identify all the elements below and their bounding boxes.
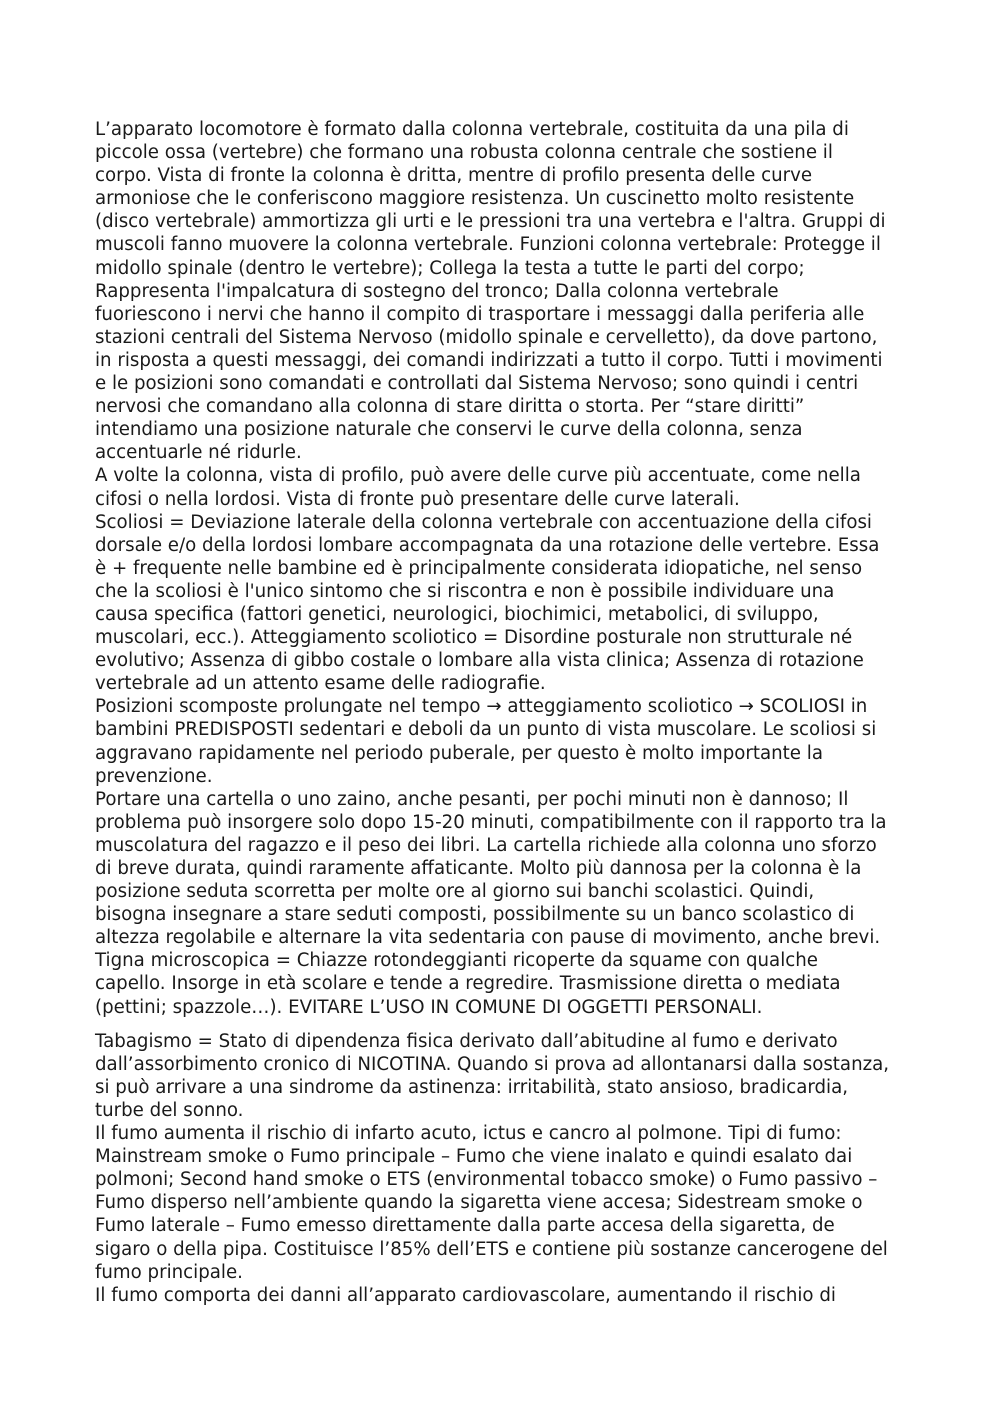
text-line: muscolatura del ragazzo e il peso dei libri. La cartella richiede alla colonna uno sforzo bbox=[95, 834, 877, 856]
text-line: midollo spinale (dentro le vertebre); Collega la testa a tutte le parti del corpo; bbox=[95, 257, 805, 279]
text-line: e le posizioni sono comandati e controllati dal Sistema Nervoso; sono quindi i centri bbox=[95, 373, 859, 395]
text-line: Mainstream smoke o Fumo principale – Fumo che viene inalato e quindi esalato dai bbox=[95, 1146, 853, 1168]
text-line: Fumo laterale – Fumo emesso direttamente dalla parte accesa della sigaretta, de bbox=[95, 1215, 835, 1237]
text-line: Tigna microscopica = Chiazze rotondeggianti ricoperte da squame con qualche bbox=[95, 950, 818, 972]
text-line: Tabagismo = Stato di dipendenza fisica derivato dall’abitudine al fumo e derivato bbox=[95, 1030, 838, 1052]
text-line: fumo principale. bbox=[95, 1261, 243, 1283]
text-line: Posizioni scomposte prolungate nel tempo → atteggiamento scoliotico → SCOLIOSI in bbox=[95, 696, 868, 718]
text-line: accentuarle né ridurle. bbox=[95, 442, 302, 464]
text-line: A volte la colonna, vista di profilo, può avere delle curve più accentuate, come nella bbox=[95, 465, 861, 487]
text-line: Fumo disperso nell’ambiente quando la sigaretta viene accesa; Sidestream smoke o bbox=[95, 1192, 863, 1214]
text-line: cifosi o nella lordosi. Vista di fronte può presentare delle curve laterali. bbox=[95, 488, 740, 510]
text-line: armoniose che le conferiscono maggiore resistenza. Un cuscinetto molto resistente bbox=[95, 188, 855, 210]
text-line: stazioni centrali del Sistema Nervoso (midollo spinale e cervelletto), da dove partono, bbox=[95, 326, 878, 348]
text-line: posizione seduta scorretta per molte ore al giorno sui banchi scolastici. Quindi, bbox=[95, 881, 815, 903]
text-line: L’apparato locomotore è formato dalla colonna vertebrale, costituita da una pila di bbox=[95, 119, 849, 140]
text-line: causa specifica (fattori genetici, neurologici, biochimici, metabolici, di sviluppo, bbox=[95, 603, 819, 625]
text-line: aggravano rapidamente nel periodo puberale, per questo è molto importante la bbox=[95, 742, 823, 764]
text-line: si può arrivare a una sindrome da astinenza: irritabilità, stato ansioso, bradicardia, bbox=[95, 1076, 849, 1098]
text-line: turbe del sonno. bbox=[95, 1099, 244, 1121]
text-line: muscolari, ecc.). Atteggiamento scoliotico = Disordine posturale non strutturale né bbox=[95, 627, 853, 649]
text-line: (pettini; spazzole…). EVITARE L’USO IN COMUNE DI OGGETTI PERSONALI. bbox=[95, 996, 763, 1018]
text-line: altezza regolabile e alternare la vita sedentaria con pause di movimento, anche brevi. bbox=[95, 927, 881, 949]
text-line: Scoliosi = Deviazione laterale della colonna vertebrale con accentuazione della cifosi bbox=[95, 511, 872, 533]
text-line: prevenzione. bbox=[95, 765, 213, 787]
text-line: fuoriescono i nervi che hanno il compito di trasportare i messaggi dalla periferia alle bbox=[95, 303, 865, 325]
text-line: vertebrale ad un attento esame delle radiografie. bbox=[95, 673, 546, 695]
text-line: Il fumo aumenta il rischio di infarto acuto, ictus e cancro al polmone. Tipi di fumo: bbox=[95, 1123, 842, 1145]
paragraph-gap bbox=[95, 1019, 915, 1030]
text-line: Rappresenta l'impalcatura di sostegno del tronco; Dalla colonna vertebrale bbox=[95, 280, 779, 302]
text-line: capello. Insorge in età scolare e tende a regredire. Trasmissione diretta o mediata bbox=[95, 973, 841, 995]
text-line: bambini PREDISPOSTI sedentari e deboli da un punto di vista muscolare. Le scoliosi si bbox=[95, 719, 877, 741]
text-line: Il fumo comporta dei danni all’apparato cardiovascolare, aumentando il rischio di bbox=[95, 1284, 836, 1306]
text-line: che la scoliosi è l'unico sintomo che si riscontra e non è possibile individuare una bbox=[95, 580, 835, 602]
text-line: in risposta a questi messaggi, dei comandi indirizzati a tutto il corpo. Tutti i movimenti bbox=[95, 349, 883, 371]
text-line: polmoni; Second hand smoke o ETS (environmental tobacco smoke) o Fumo passivo – bbox=[95, 1169, 878, 1191]
text-line: corpo. Vista di fronte la colonna è dritta, mentre di profilo presenta delle curve bbox=[95, 165, 813, 187]
text-line: (disco vertebrale) ammortizza gli urti e le pressioni tra una vertebra e l'altra. Gruppi di bbox=[95, 211, 886, 233]
text-line: di breve durata, quindi raramente affaticante. Molto più dannosa per la colonna è la bbox=[95, 858, 862, 879]
text-line: bisogna insegnare a stare seduti composti, possibilmente su un banco scolastico di bbox=[95, 904, 855, 926]
text-line: piccole ossa (vertebre) che formano una robusta colonna centrale che sostiene il bbox=[95, 142, 833, 164]
text-line: muscoli fanno muovere la colonna vertebrale. Funzioni colonna vertebrale: Protegge il bbox=[95, 234, 881, 256]
text-line: nervosi che comandano alla colonna di stare diritta o storta. Per “stare diritti” bbox=[95, 396, 805, 418]
text-line: dorsale e/o della lordosi lombare accompagnata da una rotazione delle vertebre. Essa bbox=[95, 534, 880, 556]
text-line: dall’assorbimento cronico di NICOTINA. Quando si prova ad allontanarsi dalla sostanza, bbox=[95, 1053, 890, 1075]
text-line: problema può insorgere solo dopo 15-20 minuti, compatibilmente con il rapporto tra la bbox=[95, 811, 887, 833]
text-line: evolutivo; Assenza di gibbo costale o lombare alla vista clinica; Assenza di rotazione bbox=[95, 650, 864, 672]
document-body bbox=[95, 118, 915, 1307]
text-line: è + frequente nelle bambine ed è principalmente considerata idiopatiche, nel senso bbox=[95, 557, 863, 579]
text-line: Portare una cartella o uno zaino, anche pesanti, per pochi minuti non è dannoso; Il bbox=[95, 788, 849, 810]
text-line: sigaro o della pipa. Costituisce l’85% dell’ETS e contiene più sostanze cancerogene del bbox=[95, 1238, 888, 1260]
text-line: intendiamo una posizione naturale che conservi le curve della colonna, senza bbox=[95, 419, 803, 441]
